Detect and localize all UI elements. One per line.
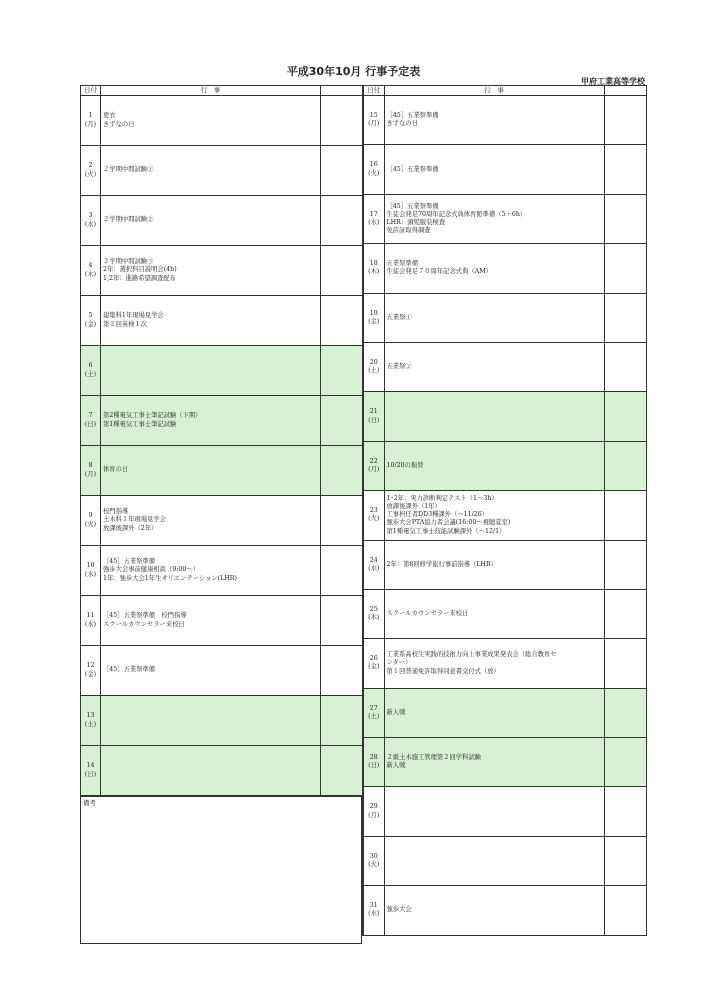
date-cell	[363, 441, 384, 490]
day-of-week: (金)	[368, 663, 380, 671]
day-number: 15	[369, 112, 378, 120]
extra-cell	[321, 146, 363, 196]
day-row-11	[81, 596, 363, 646]
events-cell	[384, 738, 604, 787]
event-text: 強歩大会	[386, 906, 412, 914]
page-title: 平成30年10月 行事予定表	[286, 65, 421, 78]
event-text: 新人戦	[386, 762, 406, 770]
day-number: 2	[88, 162, 93, 170]
day-row-13	[81, 696, 363, 746]
date-cell	[81, 296, 101, 346]
events-cell	[384, 96, 604, 145]
event-text: 第2種電気工事士筆記試験（下期）	[103, 412, 202, 420]
extra-column-header	[321, 86, 363, 96]
events-cell	[384, 491, 604, 540]
day-of-week: (日)	[368, 762, 380, 770]
date-cell	[81, 696, 101, 746]
day-of-week: (木)	[84, 270, 97, 278]
date-cell	[363, 836, 384, 885]
header-row	[81, 86, 363, 96]
event-text: ［45］五業祭準備	[386, 165, 439, 173]
date-cell	[81, 246, 101, 296]
extra-cell	[321, 746, 363, 796]
day-of-week: (木)	[368, 268, 380, 276]
extra-cell	[321, 346, 363, 396]
event-text: 工事担任者DD3種課外（～11/26）	[386, 511, 489, 519]
day-row-29	[363, 787, 646, 836]
event-text: 第１回普通免許取得同意書交付式（放）	[386, 667, 500, 675]
events-cell	[384, 836, 604, 885]
day-of-week: (月)	[84, 120, 97, 128]
day-row-12	[81, 646, 363, 696]
events-cell	[101, 296, 321, 346]
day-number: 9	[88, 512, 93, 520]
date-cell	[363, 738, 384, 787]
date-cell	[81, 746, 101, 796]
extra-cell	[604, 293, 646, 342]
day-of-week: (火)	[368, 169, 380, 177]
day-row-20	[363, 342, 646, 391]
extra-cell	[604, 342, 646, 391]
day-row-10	[81, 546, 363, 596]
event-text: ２学期中間試験②	[103, 216, 154, 224]
day-of-week: (水)	[368, 564, 380, 572]
events-cell	[384, 145, 604, 194]
event-text: ２学期中間試験①	[103, 166, 154, 174]
events-cell	[101, 646, 321, 696]
events-cell	[384, 540, 604, 589]
events-cell	[101, 596, 321, 646]
extra-cell	[604, 145, 646, 194]
day-of-week: (月)	[368, 465, 380, 473]
extra-cell	[604, 836, 646, 885]
extra-cell	[604, 639, 646, 688]
day-number: 1	[88, 112, 93, 120]
date-cell	[363, 392, 384, 441]
event-text: 第２回英検１次	[103, 320, 148, 328]
event-text: ２学期中間試験③	[103, 258, 154, 266]
day-of-week: (金)	[84, 320, 97, 328]
date-cell	[363, 244, 384, 293]
date-cell	[363, 540, 384, 589]
events-cell	[101, 396, 321, 446]
day-row-30	[363, 836, 646, 885]
day-of-week: (木)	[368, 614, 380, 622]
events-cell	[101, 146, 321, 196]
event-text: 放課後課外（2年）	[103, 524, 158, 532]
event-text: 放課後課外（1年）	[386, 503, 441, 511]
extra-cell	[321, 196, 363, 246]
date-cell	[363, 886, 384, 935]
event-text: 更衣	[103, 112, 116, 120]
extra-cell	[321, 246, 363, 296]
date-cell	[81, 546, 101, 596]
day-of-week: (月)	[368, 811, 380, 819]
day-row-14	[81, 746, 363, 796]
day-number: 28	[369, 754, 378, 762]
event-text: 土木科１年現場見学会	[103, 516, 166, 524]
day-of-week: (火)	[368, 861, 380, 869]
events-cell	[101, 546, 321, 596]
date-cell	[363, 293, 384, 342]
date-cell	[81, 196, 101, 246]
day-number: 27	[369, 704, 378, 712]
day-number: 29	[369, 803, 378, 811]
date-cell	[81, 646, 101, 696]
day-number: 10	[86, 562, 95, 570]
day-of-week: (日)	[84, 420, 97, 428]
events-cell	[384, 441, 604, 490]
day-row-16	[363, 145, 646, 194]
event-text: 1年：強歩大会1年生オリエンテーション(LHR)	[103, 574, 238, 582]
event-text: ［45］五業祭準備	[386, 112, 439, 120]
events-column-header: 行 事	[384, 86, 604, 96]
day-row-6	[81, 346, 363, 396]
day-row-21	[363, 392, 646, 441]
day-row-31	[363, 886, 646, 935]
event-text: 第1種電気工事士技能試験課外（～12/1）	[386, 527, 506, 535]
events-cell	[384, 589, 604, 638]
event-text: ［45］五業祭準備	[103, 558, 156, 566]
day-row-1	[81, 96, 363, 146]
day-of-week: (水)	[368, 218, 380, 226]
day-number: 3	[88, 212, 93, 220]
extra-cell	[321, 696, 363, 746]
extra-cell	[321, 646, 363, 696]
date-cell	[81, 396, 101, 446]
events-cell	[101, 446, 321, 496]
event-text: きずなの日	[386, 120, 418, 128]
event-text: スクールカウンセラー来校日	[386, 610, 469, 618]
event-text: 体育の日	[103, 466, 129, 474]
date-cell	[363, 491, 384, 540]
day-row-28	[363, 738, 646, 787]
day-row-25	[363, 589, 646, 638]
day-number: 17	[369, 210, 378, 218]
day-number: 30	[369, 852, 378, 860]
day-row-22	[363, 441, 646, 490]
events-cell	[384, 886, 604, 935]
day-row-17	[363, 194, 646, 243]
date-cell	[363, 639, 384, 688]
event-text: ［45］五業祭準備	[103, 666, 156, 674]
event-text: 新人戦	[386, 708, 406, 716]
day-of-week: (火)	[368, 515, 380, 523]
day-row-9	[81, 496, 363, 546]
day-of-week: (月)	[84, 470, 97, 478]
notes-box	[80, 795, 362, 944]
event-text: 五業祭準備	[386, 260, 418, 268]
day-number: 7	[88, 412, 93, 420]
school-name: 甲府工業高等学校	[581, 77, 645, 86]
extra-cell	[321, 596, 363, 646]
date-cell	[81, 346, 101, 396]
event-text: 2年：第8回修学旅行事前指導（LHR）	[386, 560, 498, 568]
extra-cell	[604, 491, 646, 540]
event-text: 強歩大会PTA協力者会議(16:00～視聴覚室)	[386, 519, 511, 527]
day-of-week: (火)	[84, 170, 97, 178]
schedule-table-left	[80, 85, 363, 796]
day-row-5	[81, 296, 363, 346]
event-text: 1,2年：進路希望調査配布	[103, 274, 176, 282]
extra-cell	[604, 688, 646, 737]
day-of-week: (月)	[368, 120, 380, 128]
day-of-week: (土)	[368, 367, 380, 375]
day-row-7	[81, 396, 363, 446]
day-of-week: (水)	[368, 910, 380, 918]
day-number: 25	[369, 605, 378, 613]
day-number: 14	[86, 762, 95, 770]
day-of-week: (木)	[84, 620, 97, 628]
extra-cell	[321, 546, 363, 596]
date-cell	[363, 194, 384, 243]
extra-cell	[321, 446, 363, 496]
day-row-27	[363, 688, 646, 737]
event-text: 10/20の振替	[386, 461, 424, 469]
date-column-header: 日付	[81, 86, 101, 96]
event-text: 生徒会発足７０周年記念式典（AM）	[386, 268, 492, 276]
event-text: 2年：選択科目説明会(4h)	[103, 266, 177, 274]
events-cell	[101, 346, 321, 396]
day-number: 21	[369, 408, 378, 416]
day-row-15	[363, 96, 646, 145]
events-cell	[384, 194, 604, 243]
day-row-19	[363, 293, 646, 342]
day-number: 4	[88, 262, 93, 270]
events-cell	[384, 293, 604, 342]
day-of-week: (金)	[368, 317, 380, 325]
extra-column-header	[604, 86, 646, 96]
day-of-week: (土)	[84, 370, 97, 378]
event-text: きずなの日	[103, 120, 135, 128]
extra-cell	[604, 787, 646, 836]
day-number: 31	[369, 902, 378, 910]
day-number: 12	[86, 662, 95, 670]
day-number: 8	[88, 462, 93, 470]
day-of-week: (土)	[84, 720, 97, 728]
day-number: 6	[88, 362, 93, 370]
day-row-26	[363, 639, 646, 688]
day-of-week: (日)	[84, 770, 97, 778]
day-row-24	[363, 540, 646, 589]
day-of-week: (火)	[84, 520, 97, 528]
extra-cell	[604, 589, 646, 638]
extra-cell	[604, 886, 646, 935]
day-number: 16	[369, 161, 378, 169]
day-row-2	[81, 146, 363, 196]
date-cell	[81, 146, 101, 196]
event-text: スクールカウンセラー来校日	[103, 620, 185, 628]
day-number: 20	[369, 358, 378, 366]
events-cell	[384, 639, 604, 688]
extra-cell	[321, 296, 363, 346]
events-cell	[384, 688, 604, 737]
event-text: 強歩大会事前健康相談（9:00～）	[103, 566, 199, 574]
date-column-header: 日付	[363, 86, 384, 96]
extra-cell	[321, 496, 363, 546]
day-of-week: (水)	[84, 570, 97, 578]
events-cell	[384, 787, 604, 836]
day-of-week: (土)	[368, 712, 380, 720]
events-cell	[384, 244, 604, 293]
day-row-8	[81, 446, 363, 496]
day-number: 11	[86, 612, 95, 620]
extra-cell	[321, 96, 363, 146]
event-text: 校門指導	[103, 508, 129, 516]
day-number: 13	[86, 712, 95, 720]
event-text: 工業系高校生実践的技術力向上事業成果発表会（総合教育セ	[386, 651, 557, 659]
date-cell	[363, 96, 384, 145]
event-text: ２級土木施工管理第２回学科試験	[386, 754, 481, 762]
events-cell	[101, 496, 321, 546]
events-cell	[384, 392, 604, 441]
date-cell	[363, 787, 384, 836]
extra-cell	[604, 96, 646, 145]
day-of-week: (金)	[84, 670, 97, 678]
day-number: 24	[369, 556, 378, 564]
event-text: 五業祭②	[386, 363, 412, 371]
day-number: 5	[88, 312, 93, 320]
extra-cell	[604, 194, 646, 243]
day-number: 26	[369, 655, 378, 663]
extra-cell	[604, 441, 646, 490]
events-cell	[101, 96, 321, 146]
events-cell	[101, 746, 321, 796]
day-of-week: (日)	[368, 416, 380, 424]
event-text: ンター）	[386, 659, 412, 667]
extra-cell	[604, 540, 646, 589]
events-cell	[101, 196, 321, 246]
events-column-header: 行 事	[101, 86, 321, 96]
header-row	[363, 86, 646, 96]
extra-cell	[604, 738, 646, 787]
date-cell	[363, 688, 384, 737]
date-cell	[81, 96, 101, 146]
day-row-4	[81, 246, 363, 296]
event-text: LHR：頭髪服装検査	[386, 218, 445, 226]
date-cell	[363, 342, 384, 391]
date-cell	[81, 496, 101, 546]
date-cell	[81, 446, 101, 496]
event-text: 1･2年：実力診断判定テスト（1～3h）	[386, 494, 498, 502]
event-text: ［45］五業祭準備 校門指導	[103, 612, 187, 620]
date-cell	[363, 589, 384, 638]
extra-cell	[321, 396, 363, 446]
notes-label: 備考	[83, 799, 96, 807]
day-number: 19	[369, 309, 378, 317]
events-cell	[101, 246, 321, 296]
day-number: 23	[369, 507, 378, 515]
event-text: 建築科1年現場見学会	[103, 312, 164, 320]
event-text: 第1種電気工事士筆記試験	[103, 420, 177, 428]
events-cell	[101, 696, 321, 746]
event-text: 免許証取得調査	[386, 227, 431, 235]
day-number: 18	[369, 260, 378, 268]
extra-cell	[604, 392, 646, 441]
day-row-3	[81, 196, 363, 246]
date-cell	[81, 596, 101, 646]
schedule-table-right	[362, 85, 647, 936]
day-of-week: (水)	[84, 220, 97, 228]
event-text: 生徒会発足70周年記念式典体育館準備（5・6h）	[386, 210, 527, 218]
event-text: ［45］五業祭準備	[386, 202, 439, 210]
date-cell	[363, 145, 384, 194]
extra-cell	[604, 244, 646, 293]
events-cell	[384, 342, 604, 391]
day-row-23	[363, 491, 646, 540]
event-text: 五業祭①	[386, 313, 412, 321]
day-row-18	[363, 244, 646, 293]
day-number: 22	[369, 457, 378, 465]
